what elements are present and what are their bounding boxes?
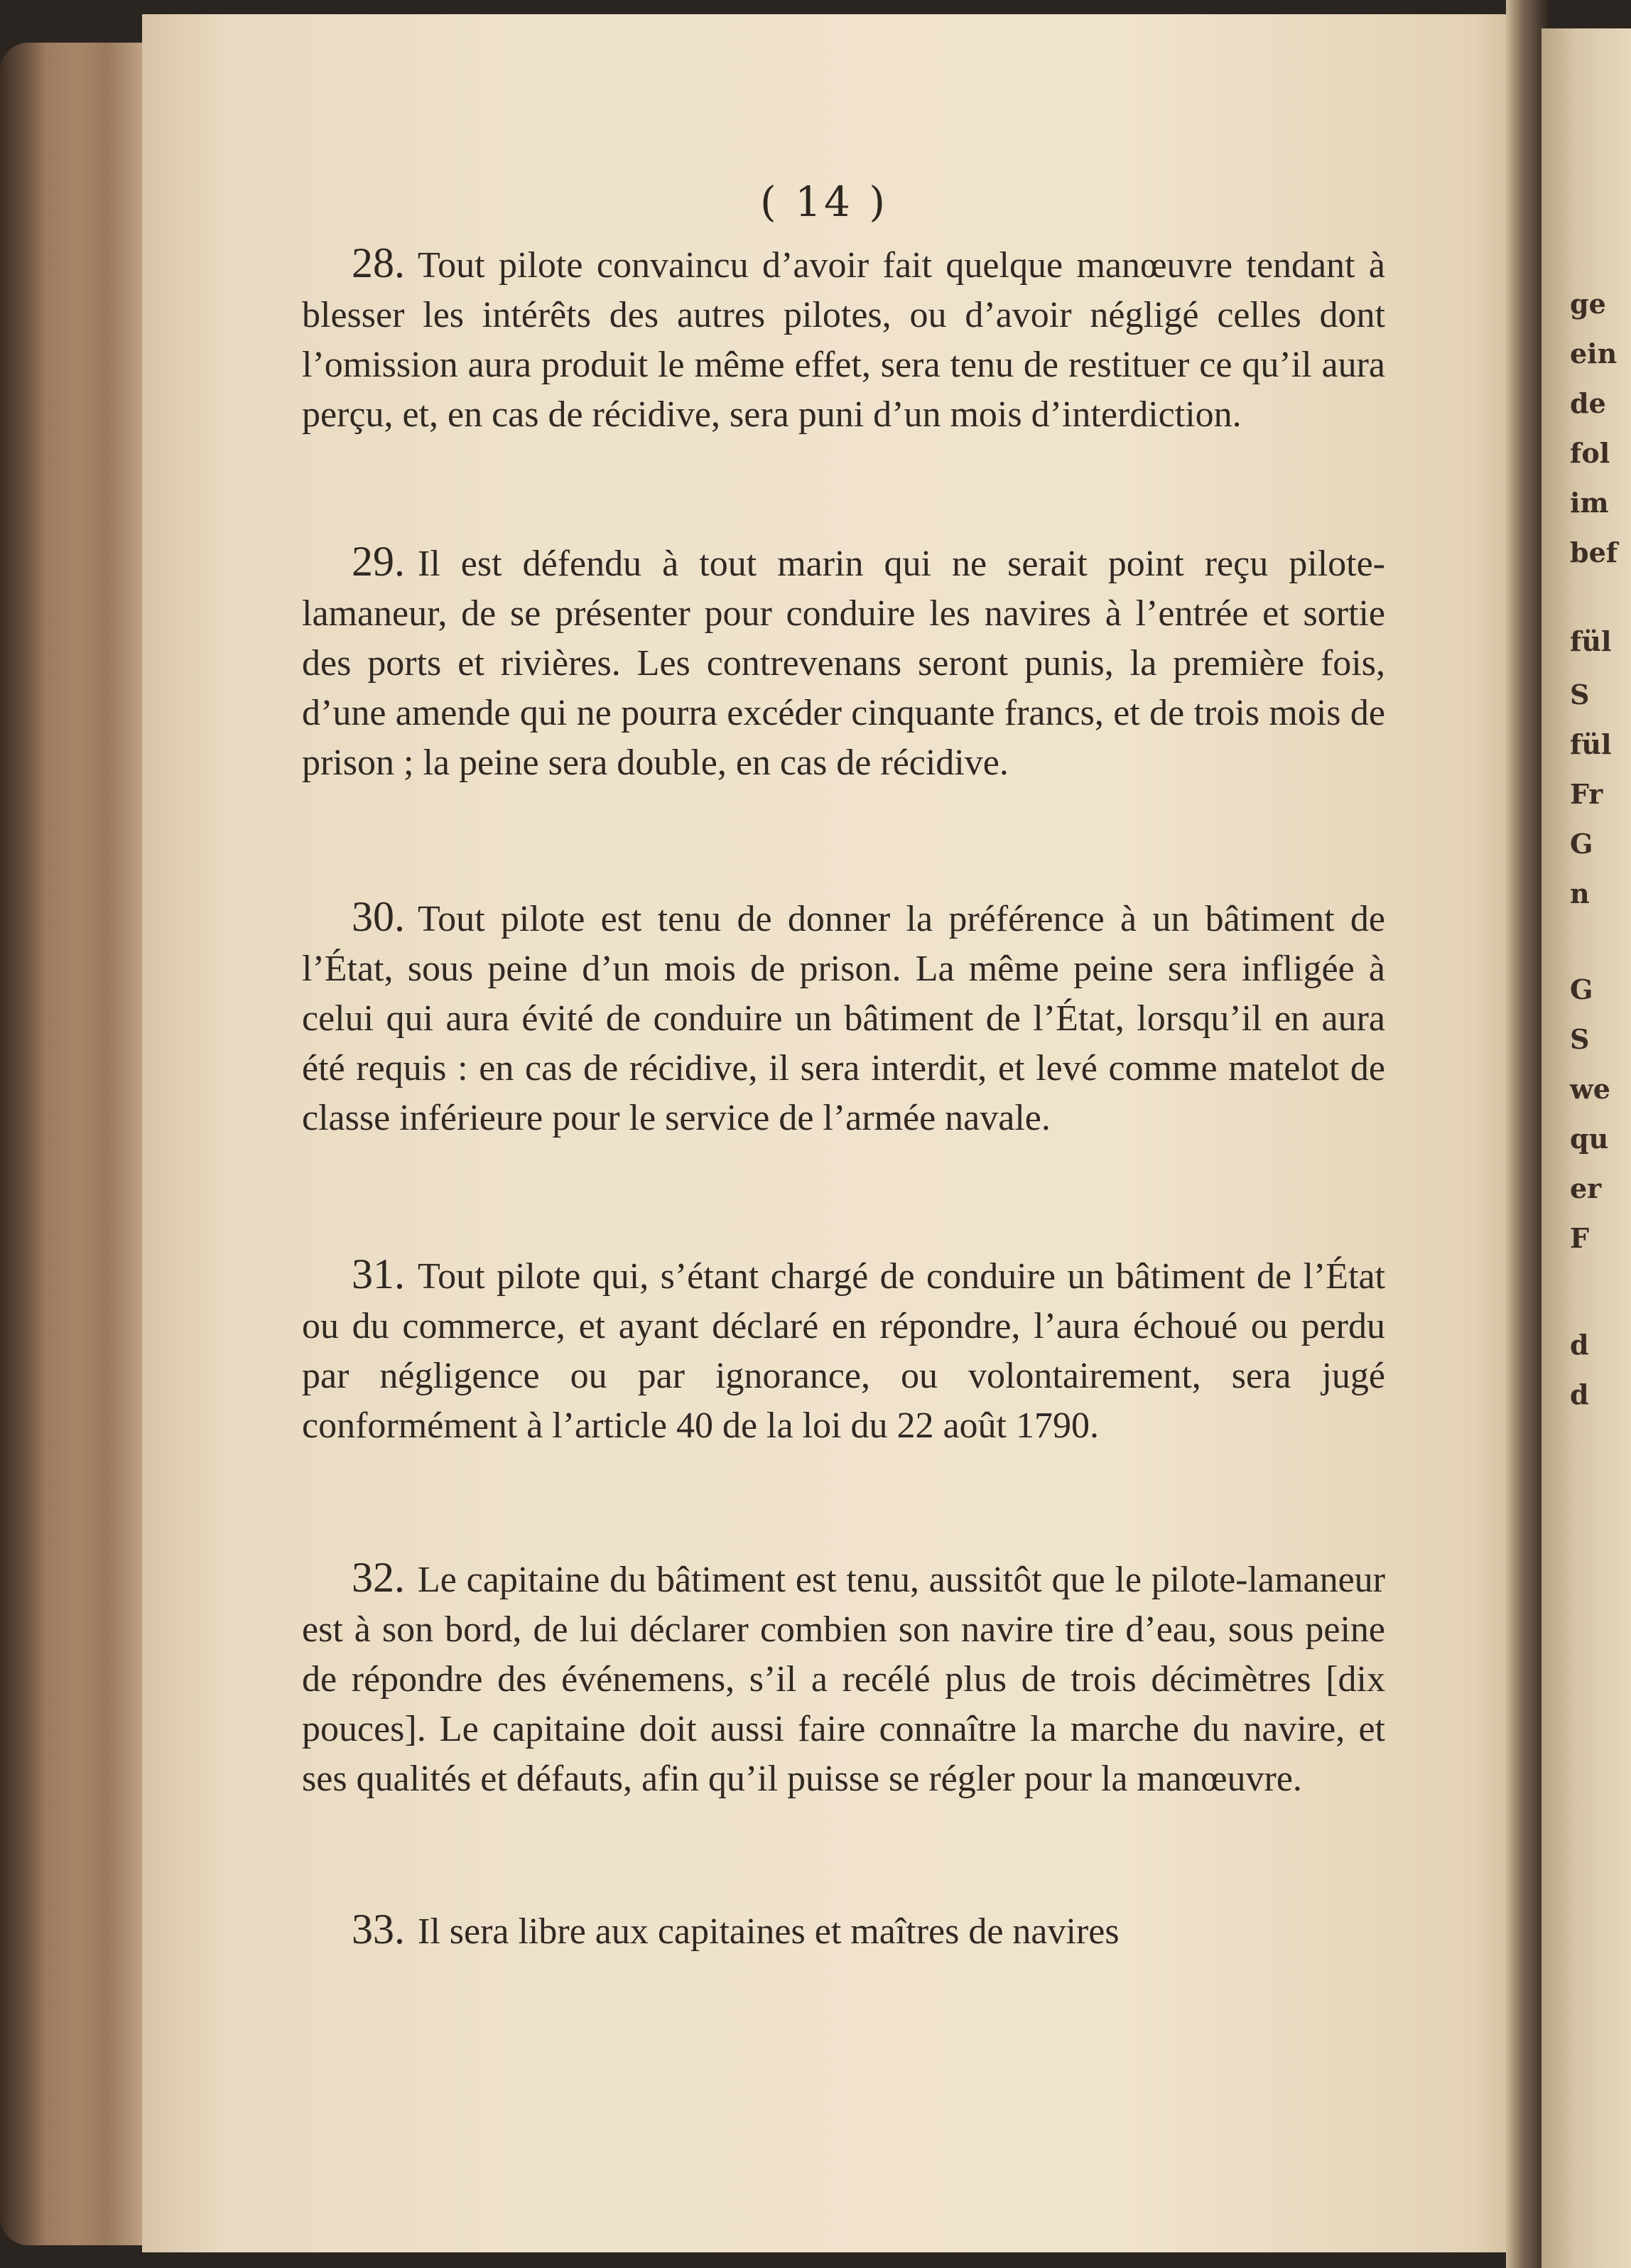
page-number: ( 14 ) [760,178,888,226]
article-number: 28. [352,239,405,286]
facing-page-fragment: S [1570,1023,1590,1055]
article-30 [302,892,1385,1143]
article-33 [302,1904,1385,1957]
facing-page-fragment: G [1570,828,1593,860]
facing-page-fragment: S [1570,679,1590,711]
facing-page-fragment: er [1570,1172,1602,1204]
article-28 [302,238,1385,440]
facing-page-fragment: F [1570,1222,1589,1254]
facing-page-fragment: G [1570,973,1593,1005]
facing-page-fragment: fül [1570,728,1612,760]
facing-page-fragment: ge [1570,288,1606,320]
facing-page-fragment: d [1570,1378,1589,1410]
facing-page-fragment: n [1570,878,1590,909]
facing-page-fragment: de [1570,387,1606,419]
article-32 [302,1552,1385,1804]
article-number: 33. [352,1906,405,1953]
article-number: 32. [352,1554,405,1601]
article-text: Le capitaine du bâtiment est tenu, aussitôt que le pilote-lamaneur est à son bord, de lui déclarer combien son navire tire d’eau, sous peine de répondre des événemens, s’il a recélé plus de trois décimètres [dix pouces]. Le capitaine doit aussi faire connaître la marche du navire, et ses qualités et défauts, afin qu’il puisse se régler pour la manœuvre. [302,1560,1385,1799]
facing-page-fragment: fül [1570,625,1612,657]
facing-page-fragment: Fr [1570,778,1603,810]
article-text: Tout pilote qui, s’étant chargé de conduire un bâtiment de l’État ou du commerce, et ayant déclaré en répondre, l’aura échoué ou perdu par négligence ou par ignorance, ou volontairement, sera jugé conformément à l’article 40 de la loi du 22 août 1790. [302,1256,1385,1446]
article-number: 30. [352,893,405,940]
facing-page-fragment: im [1570,487,1609,519]
facing-page-fragment: fol [1570,437,1610,469]
book-page-stack [0,43,153,2245]
facing-page-fragment: d [1570,1329,1589,1361]
article-number: 31. [352,1251,405,1297]
facing-page-fragment: ein [1570,338,1618,369]
article-31 [302,1249,1385,1451]
facing-page-fragment: qu [1570,1123,1609,1155]
article-text: Tout pilote est tenu de donner la préférence à un bâtiment de l’État, sous peine d’un mois de prison. La même peine sera infligée à celui qui aura évité de conduire un bâtiment de l’État, lorsqu’il en aura été requis : en cas de récidive, il sera interdit, et levé comme matelot de classe inférieure pour le service de l’armée navale. [302,899,1385,1138]
facing-page-fragment: we [1570,1073,1610,1105]
article-text: Il est défendu à tout marin qui ne serait point reçu pilote-lamaneur, de se présenter pour conduire les navires à l’entrée et sortie des ports et rivières. Les contrevenans seront punis, la première fois, d’une amende qui ne pourra excéder cinquante francs, et de trois mois de prison ; la peine sera double, en cas de récidive. [302,544,1385,783]
article-29 [302,536,1385,788]
article-text: Il sera libre aux capitaines et maîtres de navires [418,1911,1120,1952]
article-text: Tout pilote convaincu d’avoir fait quelque manœuvre tendant à blesser les intérêts des autres pilotes, ou d’avoir négligé celles dont l’omission aura produit le même effet, sera tenu de restituer ce qu’il aura perçu, et, en cas de récidive, sera puni d’un mois d’interdiction. [302,245,1385,435]
article-number: 29. [352,538,405,585]
facing-page-fragment: bef [1570,536,1618,568]
